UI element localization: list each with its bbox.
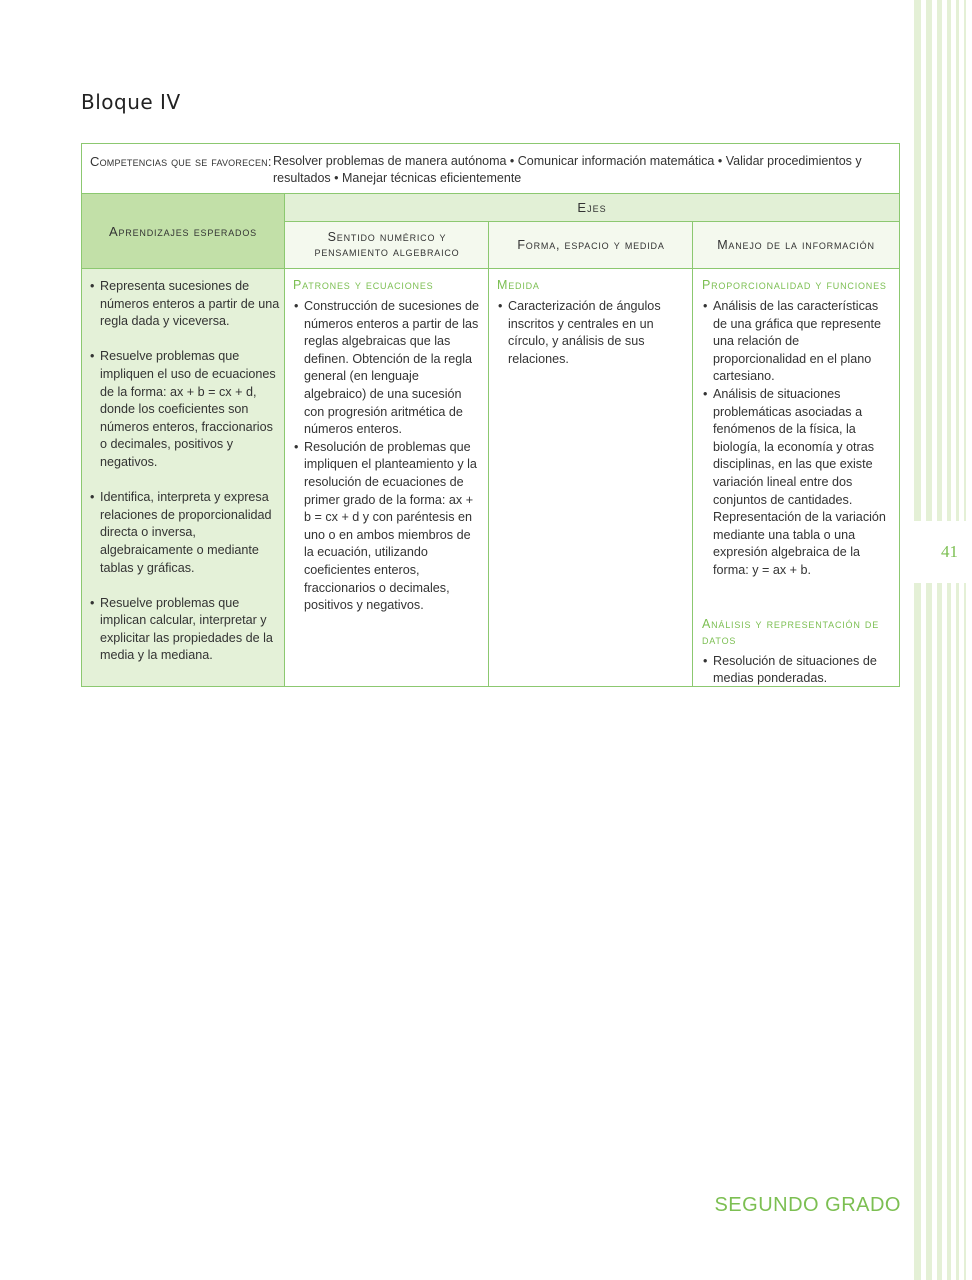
aprendizajes-column [82, 269, 285, 686]
competencias-label: Competencias que se favorecen: [90, 154, 272, 169]
forma-subtitle: Medida [497, 278, 540, 292]
sentido-subtitle: Patrones y ecuaciones [293, 278, 434, 292]
aprendizaje-item: • Resuelve problemas que implican calcular, interpretar y explicitar las propiedades de la media y la mediana. [89, 595, 280, 665]
forma-item: • Caracterización de ángulos inscritos y centrales en un círculo, y análisis de sus relaciones. [497, 298, 686, 368]
aprendizaje-item: • Identifica, interpreta y expresa relaciones de proporcionalidad directa o inversa, algebraicamente o mediante tablas y gráficas. [89, 489, 280, 577]
aprendizaje-item: • Representa sucesiones de números enteros a partir de una regla dada y viceversa. [89, 278, 280, 331]
manejo-subtitle-2: Análisis y representación de datos [702, 616, 880, 647]
manejo-item: • Análisis de las características de una gráfica que represente una relación de proporcionalidad en el plano cartesiano. [702, 298, 893, 386]
competencias-text: Resolver problemas de manera autónoma • Comunicar información matemática • Validar procedimientos y resultados • Manejar técnicas eficientemente [273, 154, 862, 185]
manejo-subtitle-1: Proporcionalidad y funciones [702, 278, 887, 292]
manejo-column [693, 269, 899, 686]
sentido-column [285, 269, 488, 686]
manejo-item: • Resolución de situaciones de medias ponderadas. [702, 653, 893, 688]
axis-header-manejo: Manejo de la información [693, 222, 899, 269]
forma-column [489, 269, 692, 686]
footer-grade: SEGUNDO GRADO [714, 1194, 901, 1216]
decorative-stripes [914, 0, 972, 1280]
aprendizajes-header: Aprendizajes esperados [82, 194, 285, 269]
block-title: Bloque IV [81, 90, 181, 114]
ejes-header: Ejes [285, 194, 899, 222]
aprendizaje-item: • Resuelve problemas que impliquen el uso de ecuaciones de la forma: ax + b = cx + d, donde los coeficientes son números enteros, fraccionarios o decimales, positivos y negativos. [89, 348, 280, 471]
curriculum-table [81, 143, 900, 687]
sentido-item: • Construcción de sucesiones de números enteros a partir de las reglas algebraicas que las definen. Obtención de la regla general (en lenguaje algebraico) de una sucesión con progresión aritmética de números enteros. [293, 298, 482, 439]
axis-header-sentido: Sentido numérico y pensamiento algebraico [285, 222, 489, 269]
axis-header-forma: Forma, espacio y medida [489, 222, 693, 269]
competencias-row [82, 144, 899, 194]
sentido-item: • Resolución de problemas que impliquen el planteamiento y la resolución de ecuaciones de primer grado de la forma: ax + b = cx + d y con paréntesis en uno o en ambos miembros de la ecuación, utilizando coeficientes enteros, fraccionarios o decimales, positivos y negativos. [293, 439, 482, 615]
manejo-item: • Análisis de situaciones problemáticas asociadas a fenómenos de la física, la biología, la economía y otras disciplinas, en las que existe variación lineal entre dos conjuntos de cantidades. Representación de la variación mediante una tabla o una expresión algebraica de la forma: y = ax + b. [702, 386, 893, 580]
page-number: 41 [941, 542, 958, 561]
